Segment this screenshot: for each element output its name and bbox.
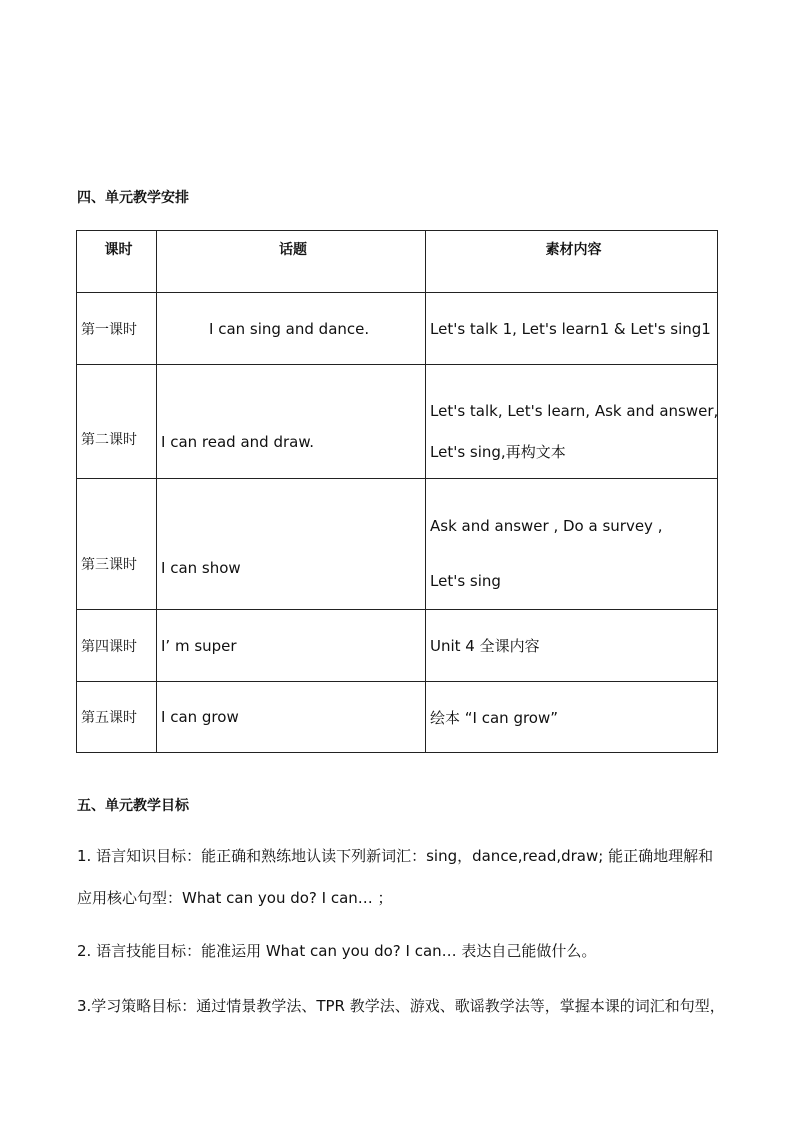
lesson-cell: 第三课时 — [77, 479, 157, 610]
objective-knowledge-line2: 应用核心句型：What can you do? I can… ； — [77, 889, 393, 907]
header-topic: 话题 — [157, 231, 426, 293]
section-heading-objectives: 五、单元教学目标 — [77, 798, 189, 814]
content-line: Unit 4 全课内容 — [430, 637, 540, 655]
objective-strategy: 3.学习策略目标：通过情景教学法、TPR 教学法、游戏、歌谣教学法等，掌握本课的词汇和句型， — [77, 997, 725, 1015]
content-cell — [426, 365, 718, 479]
table-row — [77, 610, 718, 682]
lesson-schedule-table — [76, 230, 718, 753]
content-cell — [426, 682, 718, 753]
header-lesson: 课时 — [77, 231, 157, 293]
table-row — [77, 293, 718, 365]
lesson-cell: 第一课时 — [77, 293, 157, 365]
content-cell — [426, 479, 718, 610]
content-line: Ask and answer , Do a survey , — [430, 517, 663, 535]
content-line: Let's sing,再构文本 — [430, 442, 566, 461]
content-cell — [426, 610, 718, 682]
content-line: Let's talk, Let's learn, Ask and answer, — [430, 401, 719, 420]
topic-cell: I can show — [157, 479, 426, 610]
content-cell — [426, 293, 718, 365]
lesson-cell: 第四课时 — [77, 610, 157, 682]
topic-cell: I can sing and dance. — [157, 293, 426, 365]
content-line: 绘本 “I can grow” — [430, 708, 559, 727]
table-header-row — [77, 231, 718, 293]
table-row — [77, 682, 718, 753]
table-row — [77, 479, 718, 610]
objective-skills: 2. 语言技能目标：能准运用 What can you do? I can… 表达自己能做什么。 — [77, 942, 597, 960]
table-row — [77, 365, 718, 479]
section-heading-schedule: 四、单元教学安排 — [77, 190, 189, 206]
lesson-cell: 第二课时 — [77, 365, 157, 479]
lesson-cell: 第五课时 — [77, 682, 157, 753]
topic-cell: I can read and draw. — [157, 365, 426, 479]
topic-cell: I’ m super — [157, 610, 426, 682]
content-line: Let's talk 1, Let's learn1 & Let's sing1 — [430, 319, 711, 338]
header-content: 素材内容 — [426, 231, 718, 293]
objective-knowledge-line1: 1. 语言知识目标：能正确和熟练地认读下列新词汇：sing，dance,read,draw; 能正确地理解和 — [77, 847, 714, 865]
topic-cell: I can grow — [157, 682, 426, 753]
content-line: Let's sing — [430, 572, 501, 590]
